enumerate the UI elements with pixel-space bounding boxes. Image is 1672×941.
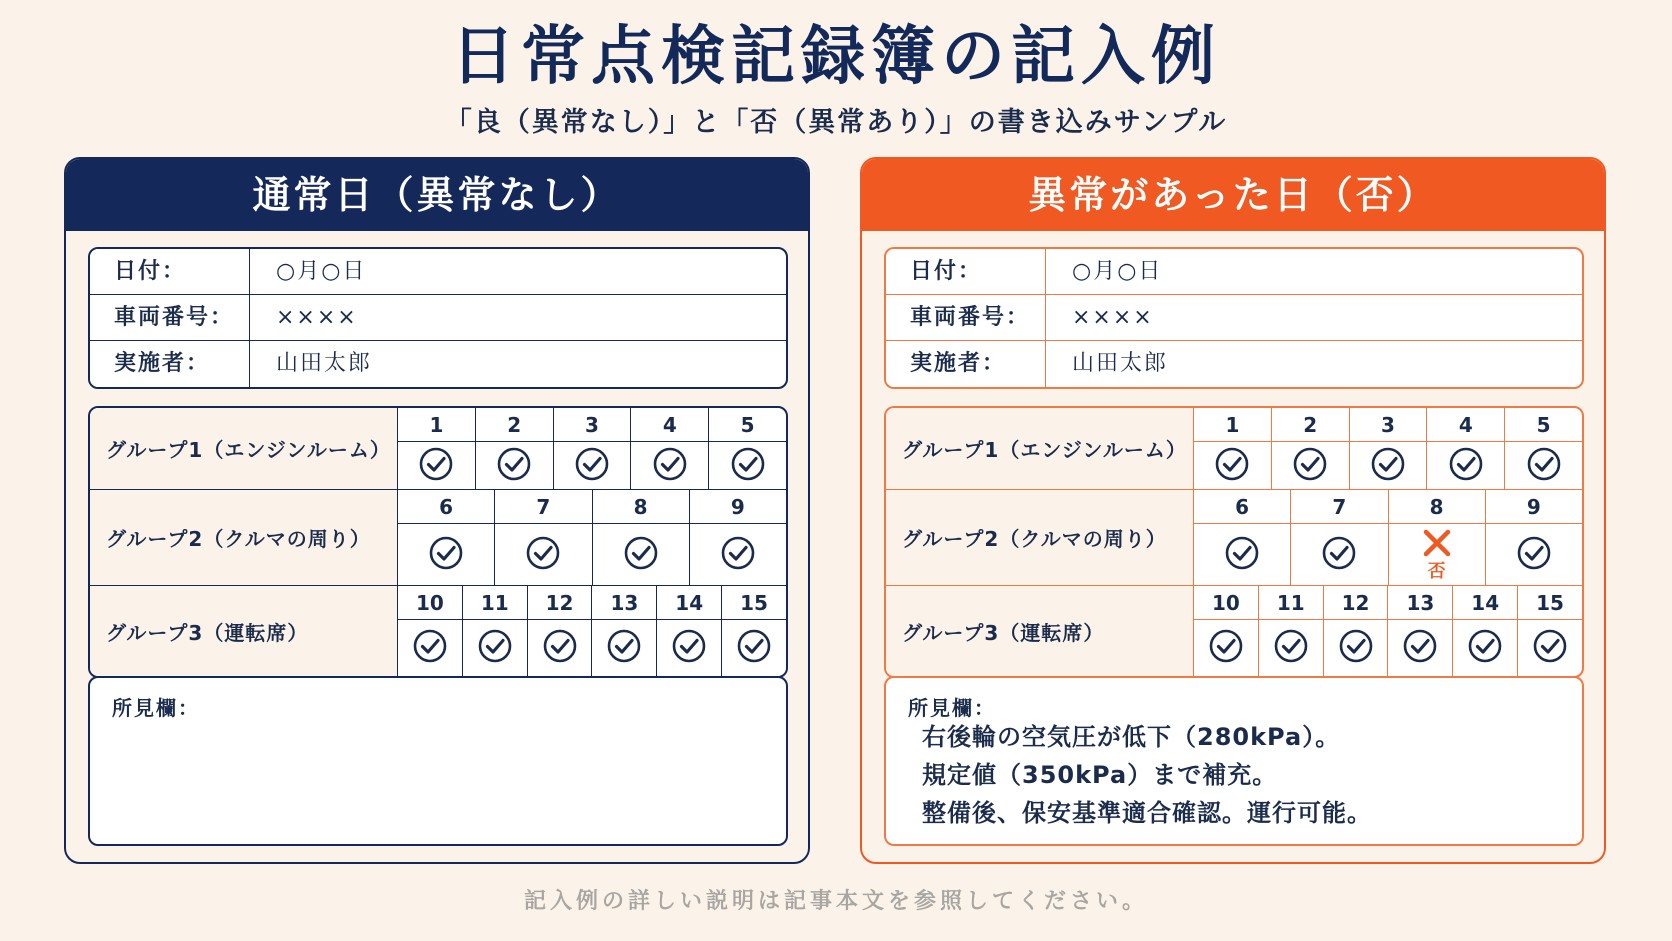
item-number: 2 [1272,408,1349,442]
abnormal-day-panel [860,157,1606,864]
check-icon [542,628,578,668]
check-cell [398,490,495,585]
check-icon [623,535,659,575]
notes-box [88,676,788,846]
info-row [886,341,1582,387]
item-number: 14 [1453,586,1517,620]
check-icon [720,535,756,575]
info-label: 実施者： [886,341,1046,387]
item-number: 2 [476,408,553,442]
check-icon [730,446,766,486]
check-cell [722,586,786,676]
info-value: ○月○日 [276,259,367,284]
item-number: 10 [1194,586,1258,620]
check-cell [709,408,786,489]
item-number: 5 [709,408,786,442]
check-icon [574,446,610,486]
item-number: 6 [1194,490,1290,524]
check-cell [1389,490,1486,585]
check-cell [690,490,786,585]
footer-note: 記入例の詳しい説明は記事本文を参照してください。 [523,889,1148,914]
notes-box [884,676,1584,846]
check-cell [1324,586,1389,676]
item-number: 4 [1427,408,1504,442]
info-row [90,249,786,295]
check-icon [1370,446,1406,486]
info-label: 車両番号： [90,295,250,340]
check-table [884,406,1584,678]
check-cell [528,586,593,676]
item-number: 13 [1388,586,1452,620]
check-cell [657,586,722,676]
item-number: 3 [554,408,631,442]
check-icon [671,628,707,668]
check-cell [476,408,554,489]
panel-heading: 通常日（異常なし） [66,159,808,231]
panel-heading: 異常があった日（否） [862,159,1604,231]
info-row [90,341,786,387]
check-icon [1321,535,1357,575]
notes-label: 所見欄： [908,696,996,720]
check-group [90,586,786,676]
check-group [886,490,1582,586]
info-row [90,295,786,341]
check-icon [428,535,464,575]
check-icon [1292,446,1328,486]
notes-text: 右後輪の空気圧が低下（280kPa）。 規定値（350kPa）まで補充。 整備後、保安基準適合確認。運行可能。 [922,723,1372,827]
info-value: ○月○日 [1072,259,1163,284]
info-value: ×××× [276,305,358,330]
check-cell [1291,490,1388,585]
item-number: 12 [1324,586,1388,620]
check-icon [1224,535,1260,575]
check-icon [1526,446,1562,486]
check-cell [1259,586,1324,676]
check-cell [1194,490,1291,585]
item-number: 15 [722,586,786,620]
check-icon [1402,628,1438,668]
item-number: 1 [398,408,475,442]
cross-icon [1422,528,1452,562]
check-cell [1388,586,1453,676]
check-icon [1208,628,1244,668]
item-number: 7 [495,490,591,524]
check-icon [418,446,454,486]
item-number: 9 [1486,490,1582,524]
info-label: 車両番号： [886,295,1046,340]
item-number: 9 [690,490,786,524]
check-group [90,408,786,490]
check-icon [1273,628,1309,668]
check-cell [1272,408,1350,489]
check-icon [525,535,561,575]
item-number: 12 [528,586,592,620]
item-number: 1 [1194,408,1271,442]
item-number: 5 [1505,408,1582,442]
check-group [886,586,1582,676]
check-table [88,406,788,678]
check-cell [1505,408,1582,489]
item-number: 6 [398,490,494,524]
check-icon [652,446,688,486]
check-icon [496,446,532,486]
group-label: グループ2（クルマの周り） [886,490,1194,585]
page-subtitle: 「良（異常なし）」と「否（異常あり）」の書き込みサンプル [444,107,1228,138]
check-icon [1516,535,1552,575]
check-cell [1453,586,1518,676]
group-label: グループ1（エンジンルーム） [886,408,1194,489]
group-label: グループ1（エンジンルーム） [90,408,398,489]
info-table [884,247,1584,389]
group-label: グループ3（運転席） [90,586,398,676]
item-number: 7 [1291,490,1387,524]
info-row [886,249,1582,295]
check-cell [1350,408,1428,489]
check-cell [463,586,528,676]
check-icon [1467,628,1503,668]
check-cell [1518,586,1582,676]
check-icon [606,628,642,668]
check-cell [495,490,592,585]
item-number: 11 [463,586,527,620]
check-icon [1532,628,1568,668]
item-number: 8 [1389,490,1485,524]
check-cell [593,490,690,585]
check-group [886,408,1582,490]
group-label: グループ2（クルマの周り） [90,490,398,585]
fail-label: 否 [1427,560,1446,582]
info-label: 日付： [886,249,1046,294]
info-value: ×××× [1072,305,1154,330]
check-icon [1338,628,1374,668]
check-cell [631,408,709,489]
check-cell [1427,408,1505,489]
item-number: 13 [592,586,656,620]
item-number: 4 [631,408,708,442]
info-label: 日付： [90,249,250,294]
page-title: 日常点検記録簿の記入例 [451,20,1221,94]
check-cell [554,408,632,489]
item-number: 14 [657,586,721,620]
check-icon [477,628,513,668]
check-cell [592,586,657,676]
check-icon [736,628,772,668]
check-cell [1194,586,1259,676]
item-number: 8 [593,490,689,524]
item-number: 10 [398,586,462,620]
info-value: 山田太郎 [276,351,373,376]
check-icon [412,628,448,668]
check-cell [398,408,476,489]
item-number: 3 [1350,408,1427,442]
check-icon [1214,446,1250,486]
check-group [90,490,786,586]
item-number: 11 [1259,586,1323,620]
normal-day-panel [64,157,810,864]
info-label: 実施者： [90,341,250,387]
check-cell [1194,408,1272,489]
notes-label: 所見欄： [112,696,200,720]
group-label: グループ3（運転席） [886,586,1194,676]
check-cell [1486,490,1582,585]
check-icon [1448,446,1484,486]
info-table [88,247,788,389]
info-row [886,295,1582,341]
check-cell [398,586,463,676]
item-number: 15 [1518,586,1582,620]
info-value: 山田太郎 [1072,351,1169,376]
